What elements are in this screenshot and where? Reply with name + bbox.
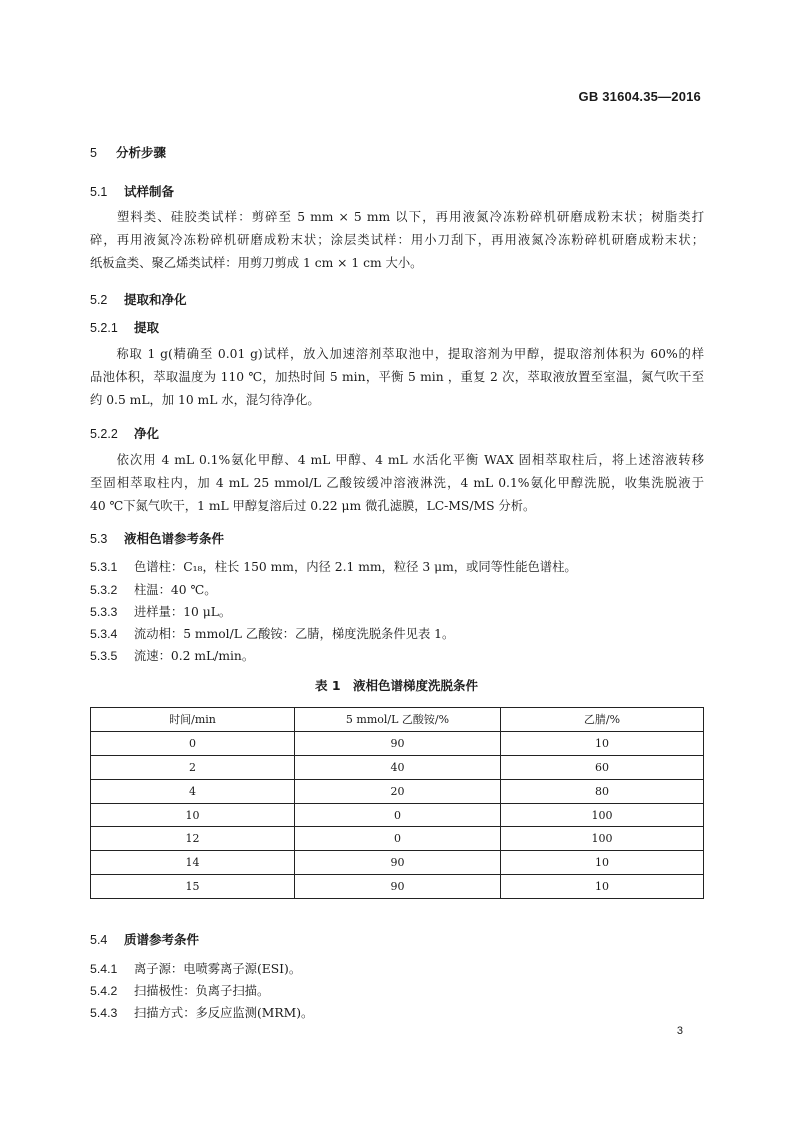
text-line: 依次用 4 mL 0.1%氨化甲醇、4 mL 甲醇、4 mL 水活化平衡 WAX 固相萃取柱后，将上述溶液转移 bbox=[90, 453, 704, 467]
item-text: 柱温：40 ℃。 bbox=[134, 583, 217, 597]
table-cell: 90 bbox=[295, 851, 501, 875]
table-cell: 80 bbox=[501, 779, 704, 803]
text-line: 至固相萃取柱内，加 4 mL 25 mmol/L 乙酸铵缓冲溶液淋洗，4 mL 0.1%氨化甲醇洗脱，收集洗脱液于 bbox=[90, 476, 704, 490]
table-row bbox=[91, 803, 704, 827]
table-caption: 表 1 液相色谱梯度洗脱条件 bbox=[314, 678, 479, 693]
table-row bbox=[91, 779, 704, 803]
section-5-2-heading bbox=[90, 290, 187, 308]
page-number: 3 bbox=[676, 1025, 683, 1037]
table-cell: 0 bbox=[91, 731, 295, 755]
header-acetonitrile: 乙腈/% bbox=[501, 708, 704, 732]
table-cell: 60 bbox=[501, 755, 704, 779]
lc-condition-item bbox=[90, 557, 577, 575]
table-cell: 4 bbox=[91, 779, 295, 803]
gradient-table bbox=[90, 707, 704, 899]
section-title: 质谱参考条件 bbox=[124, 932, 200, 947]
table-row bbox=[91, 875, 704, 899]
table-row bbox=[91, 755, 704, 779]
table-row bbox=[91, 827, 704, 851]
text-line: 40 ℃下氮气吹干，1 mL 甲醇复溶后过 0.22 μm 微孔滤膜，LC-MS/MS 分析。 bbox=[90, 499, 536, 513]
table-cell: 40 bbox=[295, 755, 501, 779]
item-text: 流动相：5 mmol/L 乙酸铵：乙腈，梯度洗脱条件见表 1。 bbox=[134, 627, 455, 641]
sample-prep-paragraph bbox=[90, 206, 704, 275]
item-text: 色谱柱：C₁₈，柱长 150 mm，内径 2.1 mm，粒径 3 μm，或同等性能色谱柱。 bbox=[134, 560, 577, 574]
extraction-paragraph bbox=[90, 343, 704, 412]
text-line: 品池体积，萃取温度为 110 ℃，加热时间 5 min，平衡 5 min ，重复 2 次，萃取液放置至室温，氮气吹干至 bbox=[90, 370, 704, 384]
section-number: 5 bbox=[90, 146, 97, 160]
table-cell: 10 bbox=[501, 851, 704, 875]
section-title: 液相色谱参考条件 bbox=[124, 531, 225, 546]
text-line: 约 0.5 mL，加 10 mL 水，混匀待净化。 bbox=[90, 393, 320, 407]
table-cell: 10 bbox=[501, 731, 704, 755]
table-cell: 100 bbox=[501, 803, 704, 827]
lc-condition-item bbox=[90, 580, 217, 598]
table-cell: 100 bbox=[501, 827, 704, 851]
text-line: 碎，再用液氮冷冻粉碎机研磨成粉末状；涂层类试样：用小刀刮下，再用液氮冷冻粉碎机研磨成粉末状； bbox=[90, 233, 704, 247]
item-text: 流速：0.2 mL/min。 bbox=[134, 649, 255, 663]
item-number: 5.3.4 bbox=[90, 627, 118, 641]
table-cell: 10 bbox=[91, 803, 295, 827]
item-text: 离子源：电喷雾离子源(ESI)。 bbox=[134, 962, 302, 976]
section-number: 5.2.2 bbox=[90, 427, 118, 441]
table-cell: 90 bbox=[295, 731, 501, 755]
ms-condition-item bbox=[90, 1003, 313, 1021]
section-5-4-heading bbox=[90, 930, 199, 948]
section-5-heading bbox=[90, 143, 166, 161]
header-time: 时间/min bbox=[91, 708, 295, 732]
header-ammonium-acetate: 5 mmol/L 乙酸铵/% bbox=[295, 708, 501, 732]
item-number: 5.3.1 bbox=[90, 560, 118, 574]
section-title: 净化 bbox=[134, 426, 160, 441]
section-number: 5.3 bbox=[90, 532, 108, 546]
item-number: 5.3.3 bbox=[90, 605, 118, 619]
item-number: 5.3.2 bbox=[90, 583, 118, 597]
table-row bbox=[91, 731, 704, 755]
item-number: 5.4.1 bbox=[90, 962, 118, 976]
standard-number: GB 31604.35—2016 bbox=[578, 89, 701, 104]
text-line: 称取 1 g(精确至 0.01 g)试样，放入加速溶剂萃取池中，提取溶剂为甲醇，提取溶剂体积为 60%的样 bbox=[90, 347, 704, 361]
item-text: 扫描方式：多反应监测(MRM)。 bbox=[134, 1006, 314, 1020]
section-number: 5.1 bbox=[90, 185, 108, 199]
table-cell: 15 bbox=[91, 875, 295, 899]
section-title: 提取 bbox=[134, 320, 160, 335]
item-text: 扫描极性：负离子扫描。 bbox=[134, 984, 270, 998]
section-number: 5.2.1 bbox=[90, 321, 118, 335]
section-5-1-heading bbox=[90, 182, 174, 200]
table-row bbox=[91, 851, 704, 875]
section-title: 分析步骤 bbox=[116, 145, 167, 160]
lc-condition-item bbox=[90, 624, 454, 642]
table-cell: 0 bbox=[295, 827, 501, 851]
section-title: 试样制备 bbox=[124, 184, 175, 199]
table-cell: 90 bbox=[295, 875, 501, 899]
item-number: 5.4.2 bbox=[90, 984, 118, 998]
table-cell: 10 bbox=[501, 875, 704, 899]
section-5-2-2-heading bbox=[90, 424, 159, 442]
ms-condition-item bbox=[90, 959, 301, 977]
section-title: 提取和净化 bbox=[124, 292, 187, 307]
section-5-3-heading bbox=[90, 529, 224, 547]
text-line: 纸板盒类、聚乙烯类试样：用剪刀剪成 1 cm × 1 cm 大小。 bbox=[90, 256, 423, 270]
item-number: 5.3.5 bbox=[90, 649, 118, 663]
lc-condition-item bbox=[90, 602, 231, 620]
section-5-2-1-heading bbox=[90, 318, 159, 336]
table-header-row bbox=[91, 708, 704, 732]
ms-condition-item bbox=[90, 981, 269, 999]
table-cell: 0 bbox=[295, 803, 501, 827]
section-number: 5.4 bbox=[90, 933, 108, 947]
lc-condition-item bbox=[90, 646, 254, 664]
table-cell: 14 bbox=[91, 851, 295, 875]
table-cell: 12 bbox=[91, 827, 295, 851]
text-line: 塑料类、硅胶类试样：剪碎至 5 mm × 5 mm 以下，再用液氮冷冻粉碎机研磨成粉末状；树脂类打 bbox=[90, 210, 704, 224]
item-number: 5.4.3 bbox=[90, 1006, 118, 1020]
item-text: 进样量：10 μL。 bbox=[134, 605, 232, 619]
table-cell: 20 bbox=[295, 779, 501, 803]
section-number: 5.2 bbox=[90, 293, 108, 307]
purification-paragraph bbox=[90, 449, 704, 518]
table-cell: 2 bbox=[91, 755, 295, 779]
